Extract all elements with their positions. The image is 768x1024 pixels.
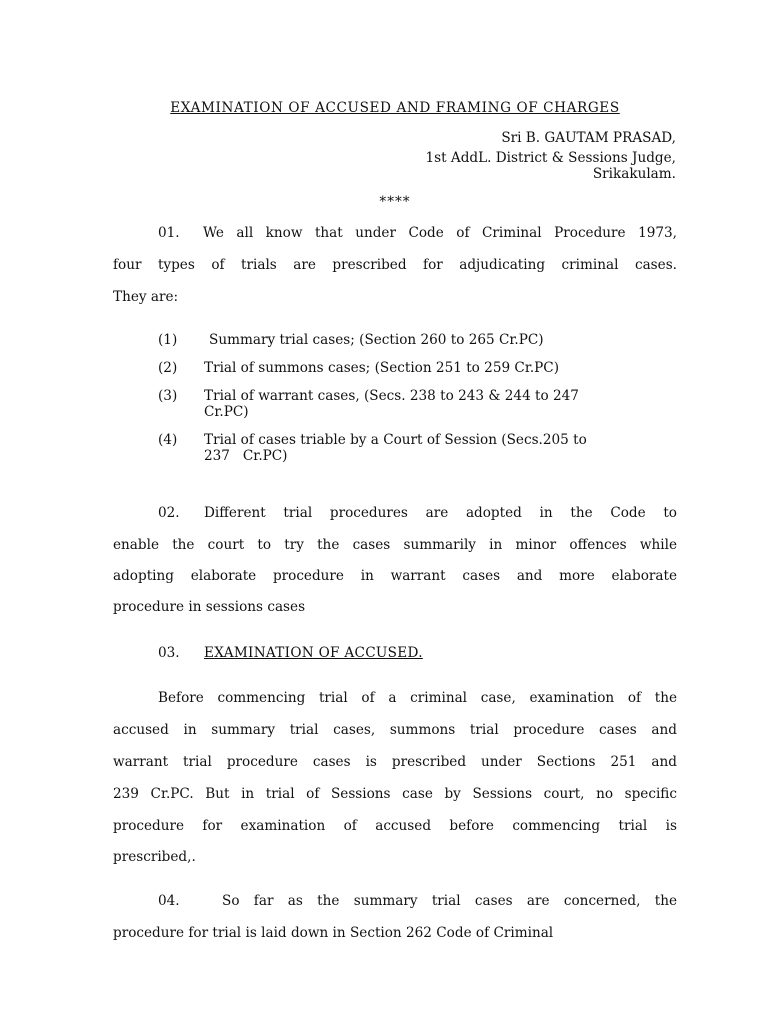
para4-line2: procedure for trial is laid down in Section 262 Code of Criminal [113,925,554,941]
para1-number: 01. [158,225,180,241]
para1-line3: They are: [113,289,179,305]
trial-type-number: (3) [158,388,178,404]
para3-line4: 239 Cr.PC. But in trial of Sessions case by Sessions court, no specific [113,786,677,802]
trial-type-number: (2) [158,360,178,376]
para2-line3: adopting elaborate procedure in warrant cases and more elaborate [113,568,677,584]
para3-line5: procedure for examination of accused before commencing trial is [113,818,677,834]
document-title: EXAMINATION OF ACCUSED AND FRAMING OF CHARGES [170,100,620,116]
para2-line1: Different trial procedures are adopted in the Code to [204,505,677,521]
trial-type-text-continued: Cr.PC) [204,404,249,420]
para3-line3: warrant trial procedure cases is prescribed under Sections 251 and [113,754,677,770]
author-place: Srikakulam. [592,166,676,182]
trial-type-number: (4) [158,432,178,448]
para3-line1: Before commencing trial of a criminal case, examination of the [158,690,677,706]
author-designation: 1st AddL. District & Sessions Judge, [425,150,676,166]
para4-number: 04. [158,893,180,909]
para1-line2: four types of trials are prescribed for adjudicating criminal cases. [113,257,677,273]
para4-line1: So far as the summary trial cases are concerned, the [222,893,677,909]
trial-type-text: Trial of warrant cases, (Secs. 238 to 243 & 244 to 247 [204,388,579,404]
trial-type-number: (1) [158,332,178,348]
para1-line1: We all know that under Code of Criminal Procedure 1973, [203,225,677,241]
author-name: Sri B. GAUTAM PRASAD, [501,130,676,146]
para2-number: 02. [158,505,180,521]
trial-type-text: Trial of cases triable by a Court of Session (Secs.205 to [204,432,587,448]
para3-line2: accused in summary trial cases, summons trial procedure cases and [113,722,677,738]
section-heading: EXAMINATION OF ACCUSED. [204,645,423,661]
trial-type-text: Trial of summons cases; (Section 251 to 259 Cr.PC) [204,360,560,376]
section-separator: **** [379,194,411,210]
para2-line4: procedure in sessions cases [113,599,306,615]
para3-line6: prescribed,. [113,849,196,865]
para2-line2: enable the court to try the cases summarily in minor offences while [113,537,677,553]
trial-type-text-continued: 237 Cr.PC) [204,448,288,464]
trial-type-text: Summary trial cases; (Section 260 to 265 Cr.PC) [209,332,544,348]
heading3-number: 03. [158,645,180,661]
